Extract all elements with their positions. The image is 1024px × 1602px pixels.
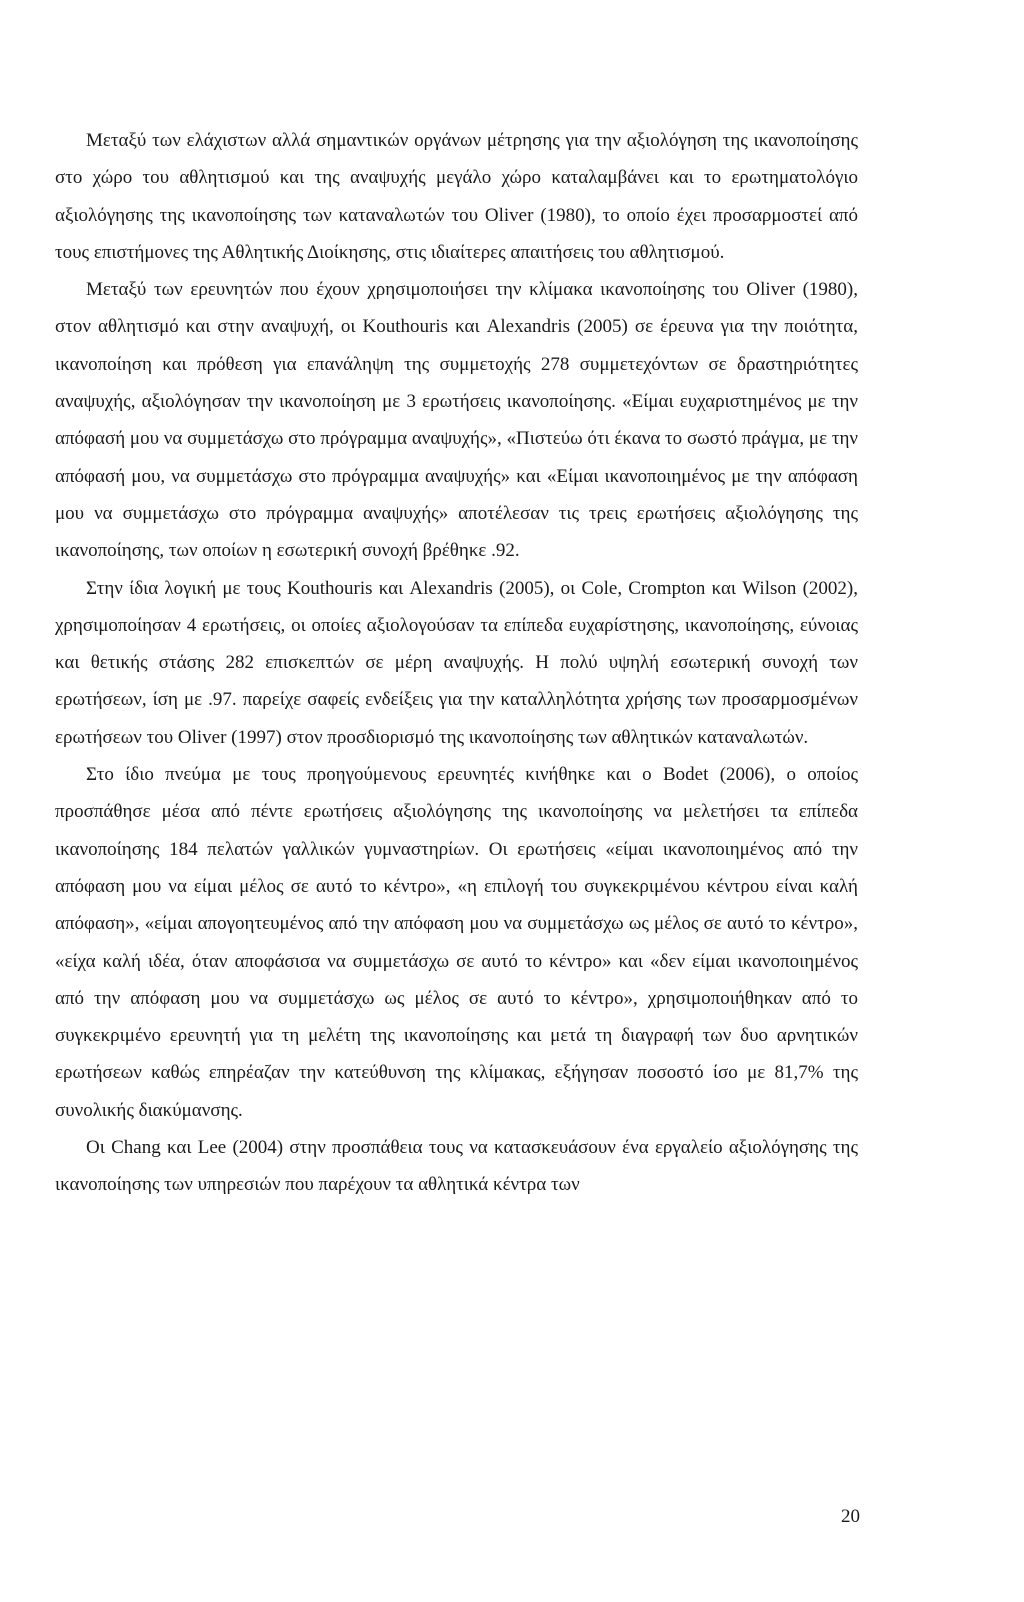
body-text [55, 122, 858, 1204]
page-number: 20 [841, 1506, 860, 1527]
paragraph-bodet: Στο ίδιο πνεύμα με τους προηγούμενους ερευνητές κινήθηκε και ο Bodet (2006), ο οποίος προσπάθησε μέσα από πέντε ερωτήσεις αξιολόγησης της ικανοποίησης να μελετήσει τα επίπεδα ικανοποίησης 184 πελατών γαλλικών γυμναστηρίων. Οι ερωτήσεις «είμαι ικανοποιημένος από την απόφαση μου να είμαι μέλος σε αυτό το κέντρο», «η επιλογή του συγκεκριμένου κέντρου είναι καλή απόφαση», «είμαι απογοητευμένος από την απόφαση μου να συμμετάσχω ως μέλος σε αυτό το κέντρο», «είχα καλή ιδέα, όταν αποφάσισα να συμμετάσχω σε αυτό το κέντρο» και «δεν είμαι ικανοποιημένος από την απόφαση μου να συμμετάσχω ως μέλος σε αυτό το κέντρο», χρησιμοποιήθηκαν από το συγκεκριμένο ερευνητή για τη μελέτη της ικανοποίησης και μετά τη διαγραφή των δυο αρνητικών ερωτήσεων καθώς επηρέαζαν την κατεύθυνση της κλίμακας, εξήγησαν ποσοστό ίσο με 81,7% της συνολικής διακύμανσης. [55, 764, 858, 1121]
paragraph-oliver-questionnaire: Μεταξύ των ελάχιστων αλλά σημαντικών οργάνων μέτρησης για την αξιολόγηση της ικανοποίησης στο χώρο του αθλητισμού και της αναψυχής μεγάλο χώρο καταλαμβάνει και το ερωτηματολόγιο αξιολόγησης της ικανοποίησης των καταναλωτών του Oliver (1980), το οποίο έχει προσαρμοστεί από τους επιστήμονες της Αθλητικής Διοίκησης, στις ιδιαίτερες απαιτήσεις του αθλητισμού. [55, 130, 858, 263]
paragraph-cole-crompton-wilson: Στην ίδια λογική με τους Kouthouris και Alexandris (2005), οι Cole, Crompton και Wilson (2002), χρησιμοποίησαν 4 ερωτήσεις, οι οποίες αξιολογούσαν τα επίπεδα ευχαρίστησης, ικανοποίησης, εύνοιας και θετικής στάσης 282 επισκεπτών σε μέρη αναψυχής. Η πολύ υψηλή εσωτερική συνοχή των ερωτήσεων, ίση με .97. παρείχε σαφείς ενδείξεις για την καταλληλότητα χρήσης των προσαρμοσμένων ερωτήσεων του Oliver (1997) στον προσδιορισμό της ικανοποίησης των αθλητικών καταναλωτών. [55, 577, 858, 748]
paragraph-kouthouris-alexandris: Μεταξύ των ερευνητών που έχουν χρησιμοποιήσει την κλίμακα ικανοποίησης του Oliver (1980), στον αθλητισμό και στην αναψυχή, οι Kouthouris και Alexandris (2005) σε έρευνα για την ποιότητα, ικανοποίηση και πρόθεση για επανάληψη της συμμετοχής 278 συμμετεχόντων σε δραστηριότητες αναψυχής, αξιολόγησαν την ικανοποίηση με 3 ερωτήσεις ικανοποίησης. «Είμαι ευχαριστημένος με την απόφασή μου να συμμετάσχω στο πρόγραμμα αναψυχής», «Πιστεύω ότι έκανα το σωστό πράγμα, με την απόφασή μου, να συμμετάσχω στο πρόγραμμα αναψυχής» και «Είμαι ικανοποιημένος με την απόφαση μου να συμμετάσχω στο πρόγραμμα αναψυχής» αποτέλεσαν τις τρεις ερωτήσεις αξιολόγησης της ικανοποίησης, των οποίων η εσωτερική συνοχή βρέθηκε .92. [55, 279, 858, 562]
paragraph-chang-lee: Οι Chang και Lee (2004) στην προσπάθεια τους να κατασκευάσουν ένα εργαλείο αξιολόγησης της ικανοποίησης των υπηρεσιών που παρέχουν τα αθλητικά κέντρα των [55, 1137, 858, 1196]
